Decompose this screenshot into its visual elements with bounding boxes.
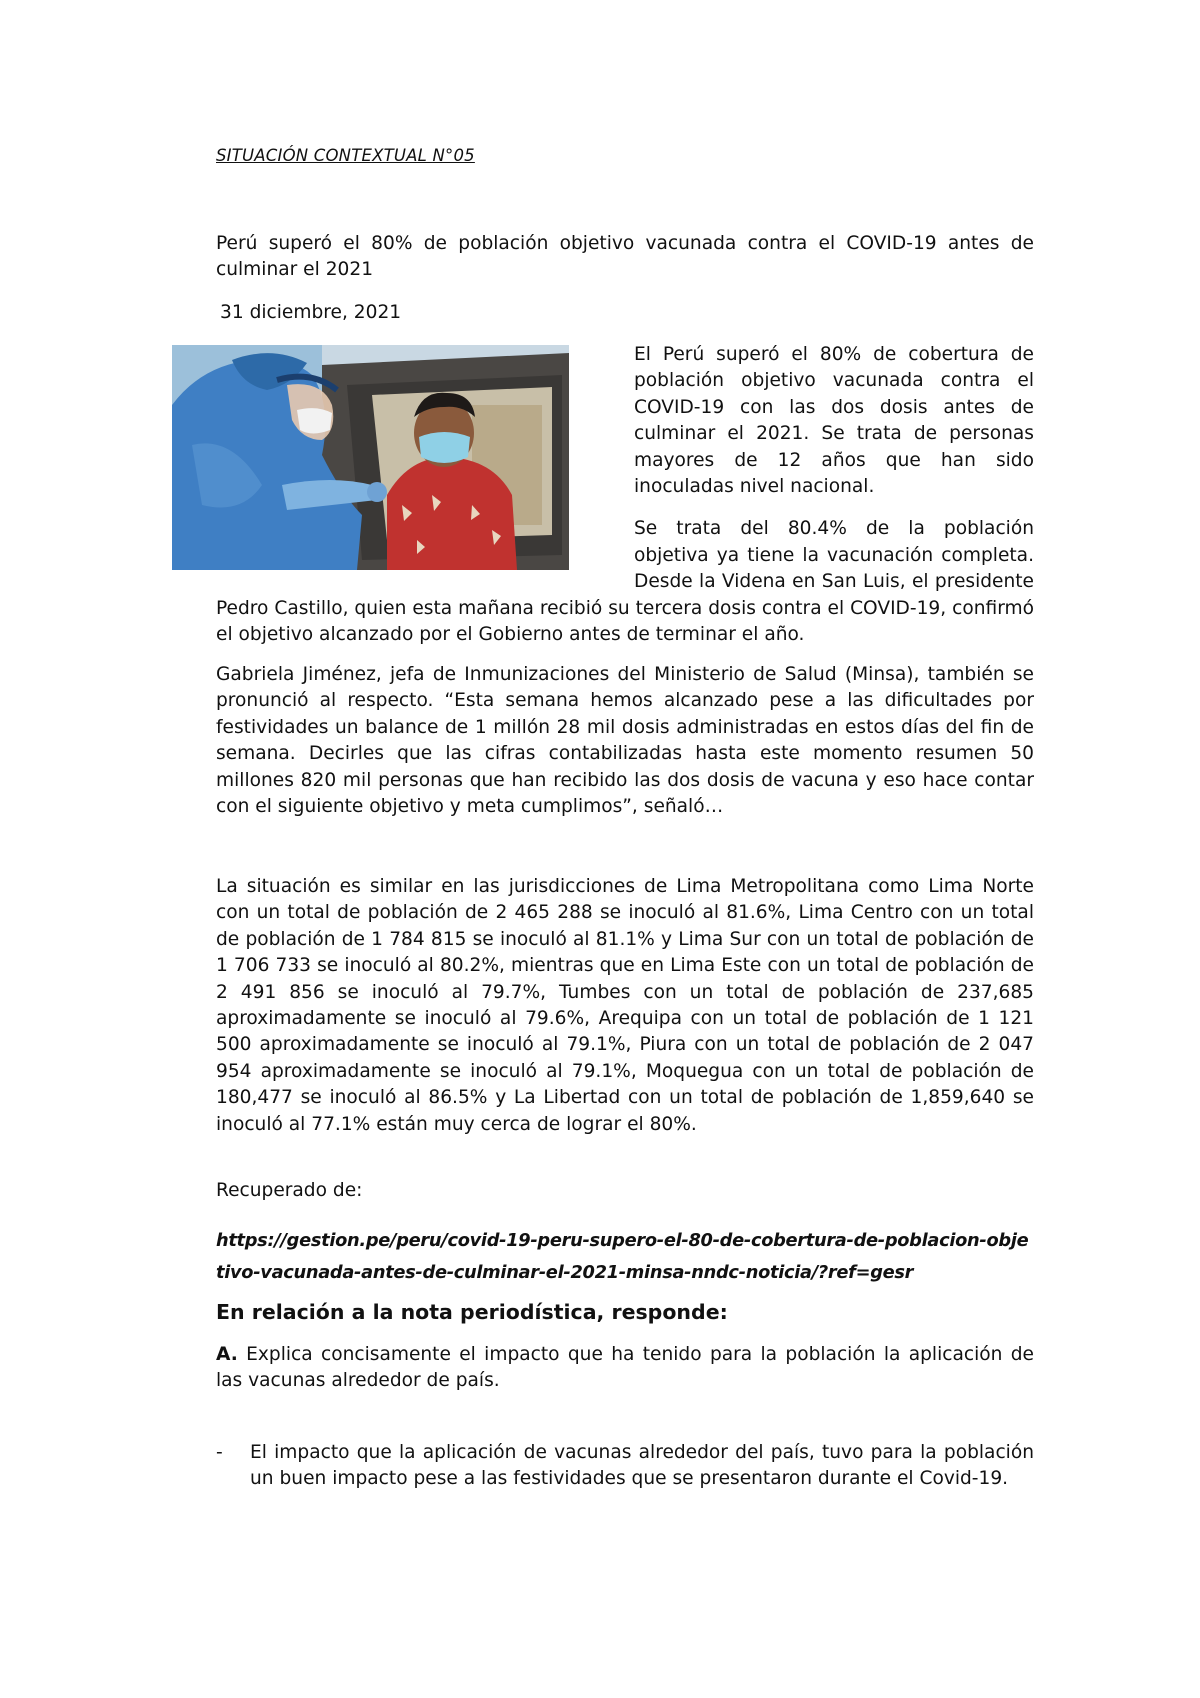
answer-bullet: - xyxy=(216,1442,223,1463)
news-date: 31 diciembre, 2021 xyxy=(220,302,402,323)
paragraph-1a: El Perú superó el 80% de cobertura de población objetivo vacunada contra el COVID-19 con las dos dosis antes de culminar el 2021. Se trata de personas mayores de 12 años que han sido inoculadas nivel nacional. xyxy=(634,344,1034,498)
photo-spacer xyxy=(216,342,634,570)
question-section-title: En relación a la nota periodística, responde: xyxy=(216,1300,728,1324)
answer-text: El impacto que la aplicación de vacunas alrededor del país, tuvo para la población un buen impacto pese a las festividades que se presentaron durante el Covid-19. xyxy=(250,1442,1034,1490)
source-url[interactable]: https://gestion.pe/peru/covid-19-peru-supero-el-80-de-cobertura-de-poblacion-objetivo-vacunada-antes-de-culminar-el-2021-minsa-nndc-noticia/?ref=gesr xyxy=(216,1230,1029,1283)
paragraph-3: La situación es similar en las jurisdicciones de Lima Metropolitana como Lima Norte con un total de población de 2 465 288 se inoculó al 81.6%, Lima Centro con un total de población de 1 784 815 se inoculó al 81.1% y Lima Sur con un total de población de 1 706 733 se inoculó al 80.2%, mientras que en Lima Este con un total de población de 2 491 856 se inoculó al 79.7%, Tumbes con un total de población de 237,685 aproximadamente se inoculó al 79.6%, Arequipa con un total de población de 1 121 500 aproximadamente se inoculó al 79.1%, Piura con un total de población de 2 047 954 aproximadamente se inoculó al 79.1%, Moquegua con un total de población de 180,477 se inoculó al 86.5% y La Libertad con un total de población de 1,859,640 se inoculó al 77.1% están muy cerca de lograr el 80%. xyxy=(216,876,1034,1135)
question-a xyxy=(216,1342,1034,1395)
intro-section xyxy=(216,342,1034,648)
question-letter: A. xyxy=(216,1344,238,1365)
document-heading: SITUACIÓN CONTEXTUAL N°05 xyxy=(216,146,475,165)
answer-a xyxy=(216,1440,1034,1493)
paragraph-1b: Se trata del 80.4% de la población objetiva ya tiene la vacunación completa. Desde la Videna en San Luis, el presidente Pedro Castillo, quien esta mañana recibió su tercera dosis contra el COVID-19, confirmó el objetivo alcanzado por el Gobierno antes de terminar el año. xyxy=(216,518,1034,646)
source-label: Recuperado de: xyxy=(216,1180,363,1201)
paragraph-2: Gabriela Jiménez, jefa de Inmunizaciones del Ministerio de Salud (Minsa), también se pronunció al respecto. “Esta semana hemos alcanzado pese a las dificultades por festividades un balance de 1 millón 28 mil dosis administradas en estos días del fin de semana. Decirles que las cifras contabilizadas hasta este momento resumen 50 millones 820 mil personas que han recibido las dos dosis de vacuna y eso hace contar con el siguiente objetivo y meta cumplimos”, señaló… xyxy=(216,664,1034,818)
news-headline: Perú superó el 80% de población objetivo vacunada contra el COVID-19 antes de culminar el 2021 xyxy=(216,233,1034,281)
question-text: Explica concisamente el impacto que ha tenido para la población la aplicación de las vacunas alrededor de país. xyxy=(216,1344,1034,1392)
